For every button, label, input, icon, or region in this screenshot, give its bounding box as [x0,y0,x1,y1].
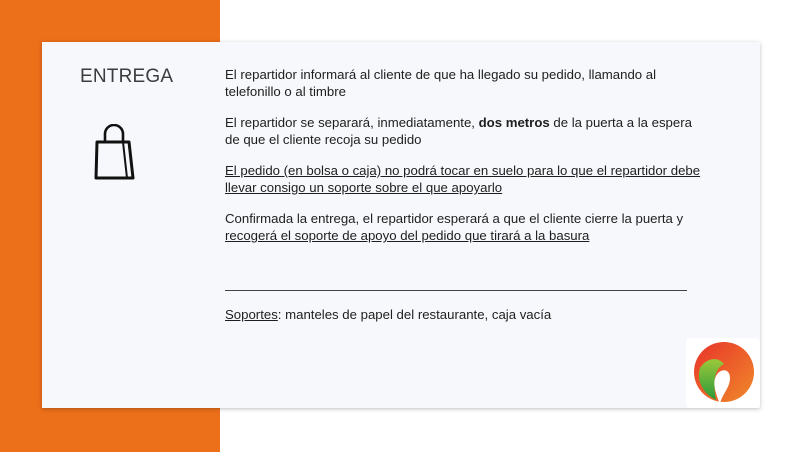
section-title: ENTREGA [80,66,174,87]
paragraph-1: El repartidor informará al cliente de que ha llegado su pedido, llamando al telefonillo o al timbre [225,67,657,99]
supports-label: Soportes [225,307,278,322]
paragraph-4-underlined: recogerá el soporte de apoyo del pedido que tirará a la basura [225,228,590,243]
paragraph-4-start: Confirmada la entrega, el repartidor esperará a que el cliente cierre la puerta y [225,211,684,226]
divider-line [225,290,687,291]
supports-line [225,306,705,323]
paragraph-4 [225,210,705,244]
brand-logo [686,338,760,408]
supports-text: : manteles de papel del restaurante, caja vacía [277,307,552,322]
paragraph-3: El pedido (en bolsa o caja) no podrá tocar en suelo para lo que el repartidor debe llevar consigo un soporte sobre el que apoyarlo [225,163,701,195]
paragraph-2-end: de la puerta a la espera de que el cliente recoja su pedido [225,115,692,147]
instructions [225,66,705,258]
paragraph-2-bold: dos metros [478,115,550,130]
content-card [42,42,760,408]
shopping-bag-icon [92,124,136,182]
paragraph-2-start: El repartidor se separará, inmediatamente, [225,115,479,130]
paragraph-2 [225,114,705,148]
